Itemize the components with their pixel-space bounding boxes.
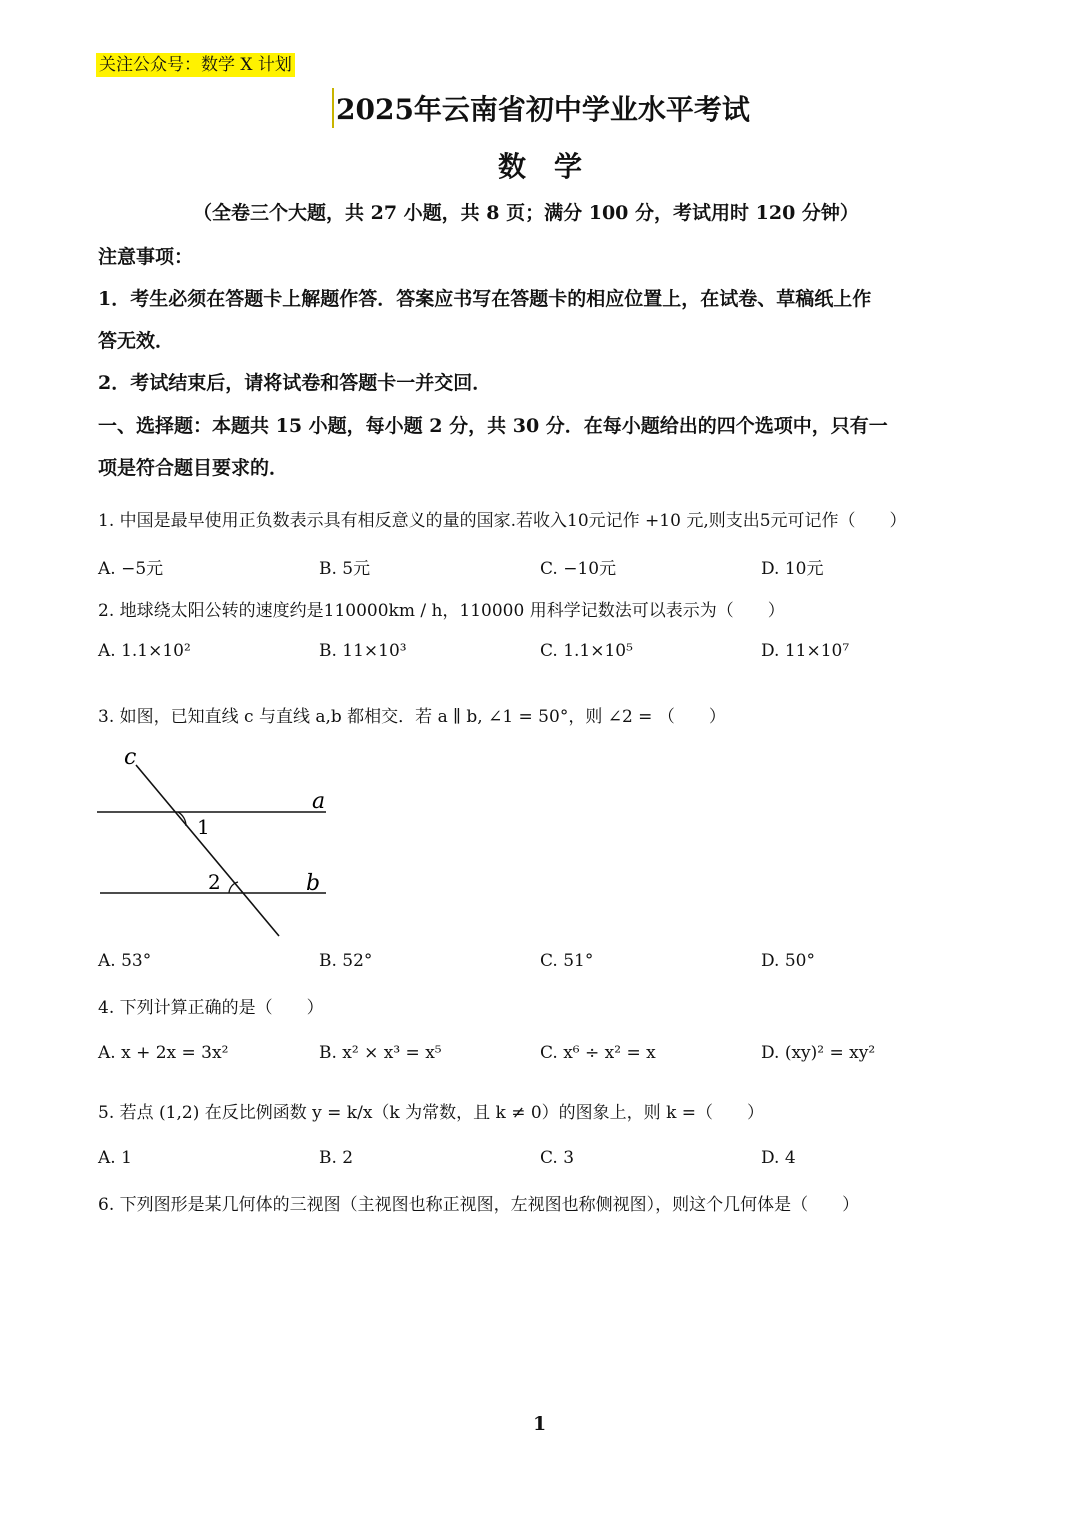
question-2-stem: 2. 地球绕太阳公转的速度约是110000km / h，110000 用科学记数法可以表示为（ ） <box>98 601 785 621</box>
question-5-stem: 5. 若点 (1,2) 在反比例函数 y = k/x（k 为常数，且 k ≠ 0）的图象上，则 k =（ ） <box>98 1103 765 1123</box>
angle-2-arc <box>229 882 238 893</box>
page-number: 1 <box>533 1413 547 1435</box>
section-heading: 项是符合题目要求的． <box>98 457 289 479</box>
question-4-option-c: C. x⁶ ÷ x² = x <box>540 1043 656 1063</box>
section-heading: 一、选择题：本题共 15 小题，每小题 2 分，共 30 分．在每小题给出的四个选项中，只有一 <box>98 415 888 437</box>
note-item: 答无效． <box>98 330 175 352</box>
label-c: c <box>124 745 137 770</box>
question-1-option-b: B. 5元 <box>319 559 371 579</box>
note-item: 2．考试结束后，请将试卷和答题卡一并交回． <box>98 372 492 394</box>
question-3-option-c: C. 51° <box>540 951 594 971</box>
label-b: b <box>306 871 321 896</box>
question-3-stem: 3. 如图，已知直线 c 与直线 a,b 都相交．若 a ∥ b, ∠1 = 50°，则 ∠2 = （ ） <box>98 707 726 727</box>
exam-title: 2025年云南省初中学业水平考试 <box>332 88 750 128</box>
notes-heading: 注意事项： <box>98 246 194 268</box>
label-a: a <box>312 789 326 814</box>
exam-info: （全卷三个大题，共 27 小题，共 8 页；满分 100 分，考试用时 120 分钟） <box>193 202 859 224</box>
question-3-option-b: B. 52° <box>319 951 373 971</box>
question-3-option-a: A. 53° <box>98 951 152 971</box>
question-6-stem: 6. 下列图形是某几何体的三视图（主视图也称正视图，左视图也称侧视图），则这个几何体是（ ） <box>98 1195 860 1215</box>
question-4-option-a: A. x + 2x = 3x² <box>98 1043 229 1063</box>
note-item: 1．考生必须在答题卡上解题作答．答案应书写在答题卡的相应位置上，在试卷、草稿纸上作 <box>98 288 872 310</box>
question-3-option-d: D. 50° <box>761 951 815 971</box>
label-angle-2: 2 <box>208 870 221 894</box>
question-5-option-b: B. 2 <box>319 1148 354 1168</box>
question-4-stem: 4. 下列计算正确的是（ ） <box>98 998 324 1018</box>
question-5-option-a: A. 1 <box>98 1148 132 1168</box>
question-2-option-d: D. 11×10⁷ <box>761 641 850 661</box>
question-5-option-c: C. 3 <box>540 1148 575 1168</box>
question-1-stem: 1. 中国是最早使用正负数表示具有相反意义的量的国家.若收入10元记作 +10 元,则支出5元可记作（ ） <box>98 511 907 531</box>
question-4-option-b: B. x² × x³ = x⁵ <box>319 1043 442 1063</box>
question-1-option-c: C. −10元 <box>540 559 617 579</box>
label-angle-1: 1 <box>197 815 210 839</box>
subject-title: 数学 <box>498 150 611 183</box>
line-c <box>136 765 279 936</box>
question-1-option-a: A. −5元 <box>98 559 164 579</box>
parallel-lines-figure <box>90 740 340 945</box>
question-1-option-d: D. 10元 <box>761 559 824 579</box>
question-5-option-d: D. 4 <box>761 1148 796 1168</box>
watermark-label: 关注公众号：数学 X 计划 <box>96 53 295 77</box>
question-2-option-c: C. 1.1×10⁵ <box>540 641 633 661</box>
question-4-option-d: D. (xy)² = xy² <box>761 1043 876 1063</box>
question-2-option-a: A. 1.1×10² <box>98 641 191 661</box>
question-2-option-b: B. 11×10³ <box>319 641 407 661</box>
